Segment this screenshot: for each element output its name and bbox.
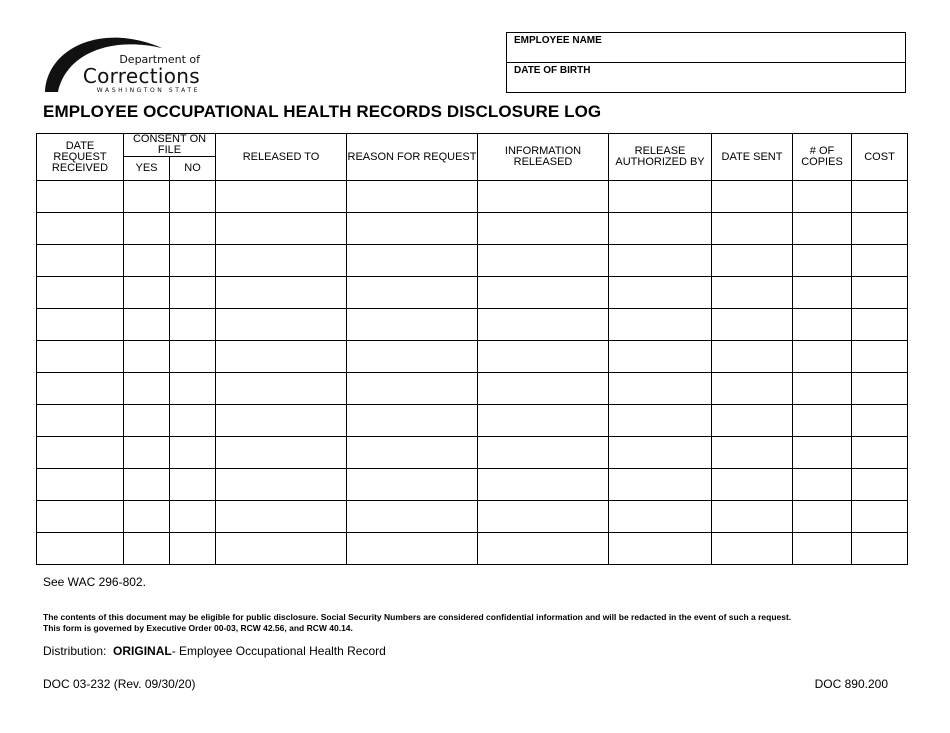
- logo-corrections: Corrections: [82, 64, 200, 88]
- cell-cost[interactable]: [852, 309, 908, 341]
- cell-date-sent[interactable]: [712, 309, 793, 341]
- distribution-label: Distribution:: [43, 644, 107, 658]
- distribution-destination: - Employee Occupational Health Record: [171, 644, 386, 658]
- cell-date-received[interactable]: [37, 533, 124, 565]
- cell-authorized-by[interactable]: [609, 245, 712, 277]
- cell-copies[interactable]: [793, 533, 852, 565]
- cell-authorized-by[interactable]: [609, 373, 712, 405]
- cell-cost[interactable]: [852, 181, 908, 213]
- cell-date-received[interactable]: [37, 373, 124, 405]
- date-of-birth-field[interactable]: [507, 63, 905, 92]
- date-of-birth-label: DATE OF BIRTH: [514, 65, 591, 76]
- cell-date-sent[interactable]: [712, 277, 793, 309]
- cell-copies[interactable]: [793, 501, 852, 533]
- cell-date-sent[interactable]: [712, 405, 793, 437]
- table-row: [37, 437, 908, 469]
- cell-consent-no[interactable]: [170, 533, 216, 565]
- table-row: [37, 373, 908, 405]
- cell-reason[interactable]: [347, 277, 478, 309]
- cell-released-to[interactable]: [216, 213, 347, 245]
- table-row: [37, 213, 908, 245]
- cell-cost[interactable]: [852, 533, 908, 565]
- cell-reason[interactable]: [347, 405, 478, 437]
- cell-cost[interactable]: [852, 213, 908, 245]
- cell-date-received[interactable]: [37, 341, 124, 373]
- distribution-line: [43, 644, 386, 658]
- cell-authorized-by[interactable]: [609, 181, 712, 213]
- cell-consent-yes[interactable]: [124, 373, 170, 405]
- cell-consent-no[interactable]: [170, 309, 216, 341]
- cell-info-released[interactable]: [478, 309, 609, 341]
- disclosure-log-table: [36, 133, 908, 565]
- cell-date-received[interactable]: [37, 309, 124, 341]
- header-released-to: RELEASED TO: [216, 134, 347, 181]
- table-row: [37, 533, 908, 565]
- cell-date-received[interactable]: [37, 181, 124, 213]
- cell-released-to[interactable]: [216, 437, 347, 469]
- cell-consent-yes[interactable]: [124, 469, 170, 501]
- table-row: [37, 181, 908, 213]
- cell-cost[interactable]: [852, 245, 908, 277]
- header-date-request-received: DATE REQUEST RECEIVED: [37, 134, 124, 181]
- cell-consent-no[interactable]: [170, 501, 216, 533]
- cell-info-released[interactable]: [478, 437, 609, 469]
- cell-info-released[interactable]: [478, 277, 609, 309]
- header-release-authorized-by: RELEASE AUTHORIZED BY: [609, 134, 712, 181]
- cell-copies[interactable]: [793, 437, 852, 469]
- logo-washington-state: WASHINGTON STATE: [96, 87, 200, 94]
- cell-consent-no[interactable]: [170, 405, 216, 437]
- cell-reason[interactable]: [347, 309, 478, 341]
- cell-released-to[interactable]: [216, 181, 347, 213]
- cell-reason[interactable]: [347, 501, 478, 533]
- cell-consent-no[interactable]: [170, 373, 216, 405]
- cell-date-sent[interactable]: [712, 213, 793, 245]
- cell-copies[interactable]: [793, 213, 852, 245]
- cell-consent-no[interactable]: [170, 437, 216, 469]
- employee-name-field[interactable]: [507, 33, 905, 63]
- cell-copies[interactable]: [793, 341, 852, 373]
- cell-released-to[interactable]: [216, 469, 347, 501]
- cell-reason[interactable]: [347, 469, 478, 501]
- cell-released-to[interactable]: [216, 373, 347, 405]
- table-row: [37, 469, 908, 501]
- table-row: [37, 405, 908, 437]
- page-title: EMPLOYEE OCCUPATIONAL HEALTH RECORDS DISCLOSURE LOG: [43, 102, 602, 121]
- cell-info-released[interactable]: [478, 245, 609, 277]
- cell-consent-yes[interactable]: [124, 245, 170, 277]
- cell-consent-no[interactable]: [170, 245, 216, 277]
- header-consent-yes: YES: [124, 157, 170, 181]
- cell-cost[interactable]: [852, 341, 908, 373]
- cell-consent-no[interactable]: [170, 341, 216, 373]
- cell-copies[interactable]: [793, 405, 852, 437]
- table-row: [37, 501, 908, 533]
- cell-date-sent[interactable]: [712, 501, 793, 533]
- cell-info-released[interactable]: [478, 533, 609, 565]
- cell-consent-no[interactable]: [170, 181, 216, 213]
- table-row: [37, 245, 908, 277]
- cell-cost[interactable]: [852, 501, 908, 533]
- cell-authorized-by[interactable]: [609, 277, 712, 309]
- cell-copies[interactable]: [793, 245, 852, 277]
- cell-consent-yes[interactable]: [124, 341, 170, 373]
- header-number-of-copies: # OF COPIES: [793, 134, 852, 181]
- header-consent-on-file: CONSENT ON FILE: [124, 134, 216, 157]
- cell-released-to[interactable]: [216, 277, 347, 309]
- cell-copies[interactable]: [793, 469, 852, 501]
- cell-consent-no[interactable]: [170, 277, 216, 309]
- cell-reason[interactable]: [347, 245, 478, 277]
- cell-released-to[interactable]: [216, 405, 347, 437]
- cell-consent-yes[interactable]: [124, 181, 170, 213]
- cell-date-sent[interactable]: [712, 181, 793, 213]
- cell-consent-yes[interactable]: [124, 533, 170, 565]
- form-number: DOC 03-232 (Rev. 09/30/20): [43, 677, 196, 691]
- cell-consent-yes[interactable]: [124, 437, 170, 469]
- cell-date-sent[interactable]: [712, 533, 793, 565]
- distribution-original: ORIGINAL: [113, 644, 172, 658]
- header-date-sent: DATE SENT: [712, 134, 793, 181]
- cell-consent-no[interactable]: [170, 469, 216, 501]
- cell-cost[interactable]: [852, 277, 908, 309]
- cell-info-released[interactable]: [478, 373, 609, 405]
- cell-reason[interactable]: [347, 181, 478, 213]
- cell-consent-no[interactable]: [170, 213, 216, 245]
- cell-authorized-by[interactable]: [609, 533, 712, 565]
- logo-department: Department of: [119, 53, 200, 66]
- employee-info-box: [506, 32, 906, 93]
- header-cost: COST: [852, 134, 908, 181]
- cell-date-received[interactable]: [37, 213, 124, 245]
- cell-authorized-by[interactable]: [609, 437, 712, 469]
- cell-reason[interactable]: [347, 533, 478, 565]
- cell-reason[interactable]: [347, 437, 478, 469]
- cell-cost[interactable]: [852, 405, 908, 437]
- cell-copies[interactable]: [793, 181, 852, 213]
- cell-released-to[interactable]: [216, 533, 347, 565]
- cell-reason[interactable]: [347, 373, 478, 405]
- cell-date-received[interactable]: [37, 245, 124, 277]
- cell-consent-yes[interactable]: [124, 309, 170, 341]
- cell-info-released[interactable]: [478, 501, 609, 533]
- cell-date-sent[interactable]: [712, 437, 793, 469]
- header-consent-no: NO: [170, 157, 216, 181]
- cell-date-received[interactable]: [37, 501, 124, 533]
- cell-consent-yes[interactable]: [124, 501, 170, 533]
- cell-cost[interactable]: [852, 469, 908, 501]
- cell-reason[interactable]: [347, 341, 478, 373]
- cell-cost[interactable]: [852, 373, 908, 405]
- cell-cost[interactable]: [852, 437, 908, 469]
- policy-number: DOC 890.200: [814, 677, 888, 691]
- doc-logo: [40, 30, 200, 94]
- cell-released-to[interactable]: [216, 501, 347, 533]
- header-information-released: INFORMATION RELEASED: [478, 134, 609, 181]
- cell-date-received[interactable]: [37, 437, 124, 469]
- cell-authorized-by[interactable]: [609, 469, 712, 501]
- cell-authorized-by[interactable]: [609, 213, 712, 245]
- cell-copies[interactable]: [793, 373, 852, 405]
- cell-date-sent[interactable]: [712, 469, 793, 501]
- cell-info-released[interactable]: [478, 469, 609, 501]
- header-reason-for-request: REASON FOR REQUEST: [347, 134, 478, 181]
- cell-date-received[interactable]: [37, 277, 124, 309]
- cell-released-to[interactable]: [216, 309, 347, 341]
- table-row: [37, 277, 908, 309]
- cell-info-released[interactable]: [478, 405, 609, 437]
- cell-authorized-by[interactable]: [609, 309, 712, 341]
- cell-copies[interactable]: [793, 277, 852, 309]
- public-disclosure-notice: [43, 612, 791, 634]
- table-row: [37, 309, 908, 341]
- cell-date-sent[interactable]: [712, 373, 793, 405]
- cell-copies[interactable]: [793, 309, 852, 341]
- cell-info-released[interactable]: [478, 213, 609, 245]
- cell-authorized-by[interactable]: [609, 341, 712, 373]
- cell-info-released[interactable]: [478, 181, 609, 213]
- cell-date-received[interactable]: [37, 405, 124, 437]
- employee-name-label: EMPLOYEE NAME: [514, 35, 602, 46]
- table-row: [37, 341, 908, 373]
- wac-reference: See WAC 296-802.: [43, 575, 146, 589]
- cell-date-sent[interactable]: [712, 245, 793, 277]
- cell-released-to[interactable]: [216, 341, 347, 373]
- cell-authorized-by[interactable]: [609, 405, 712, 437]
- cell-date-sent[interactable]: [712, 341, 793, 373]
- cell-consent-yes[interactable]: [124, 213, 170, 245]
- cell-released-to[interactable]: [216, 245, 347, 277]
- cell-info-released[interactable]: [478, 341, 609, 373]
- cell-consent-yes[interactable]: [124, 277, 170, 309]
- cell-date-received[interactable]: [37, 469, 124, 501]
- cell-authorized-by[interactable]: [609, 501, 712, 533]
- notice-line-1: The contents of this document may be eligible for public disclosure. Social Security Numbers are considered confidential information and will be redacted in the event of such a request.: [43, 612, 792, 622]
- cell-consent-yes[interactable]: [124, 405, 170, 437]
- cell-reason[interactable]: [347, 213, 478, 245]
- notice-line-2: This form is governed by Executive Order 00-03, RCW 42.56, and RCW 40.14.: [43, 623, 353, 633]
